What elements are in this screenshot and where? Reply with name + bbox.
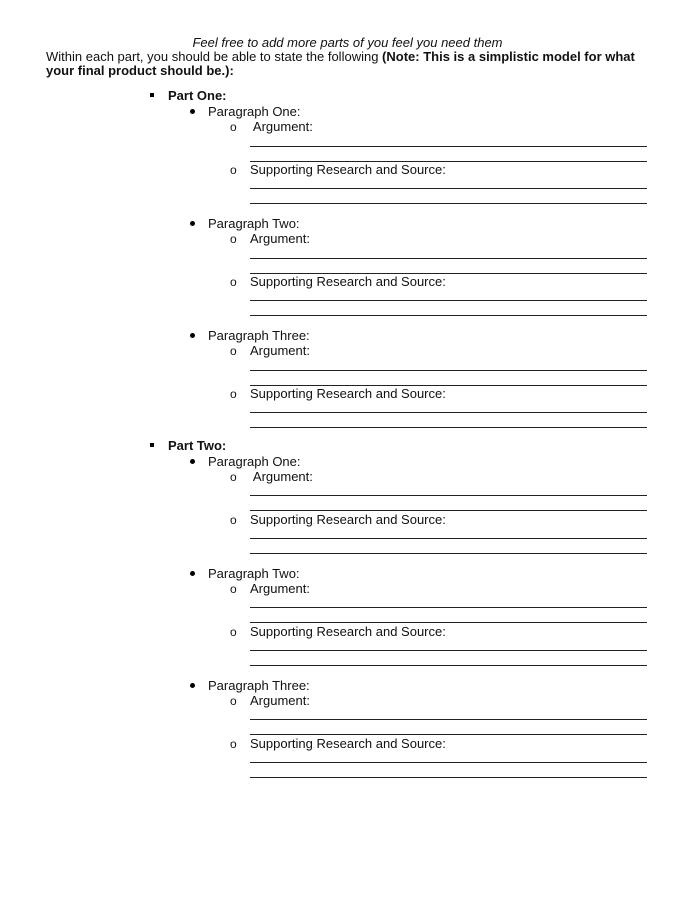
bullet-icon	[190, 333, 195, 338]
bullet-icon	[190, 571, 195, 576]
argument-answer-line[interactable]	[250, 258, 647, 259]
support-answer-line[interactable]	[250, 188, 647, 189]
intro-bold-note: (Note: This is a simplistic model for what your final product should be.):	[46, 49, 635, 78]
paragraph-label: Paragraph Two:	[208, 216, 300, 231]
bullet-icon	[190, 459, 195, 464]
circle-bullet-icon: o	[230, 344, 237, 358]
support-item	[230, 162, 446, 178]
part-title	[150, 88, 227, 104]
argument-label: Argument:	[250, 231, 310, 246]
circle-bullet-icon: o	[230, 513, 237, 527]
paragraph-item	[190, 216, 300, 232]
argument-answer-line[interactable]	[250, 146, 647, 147]
instruction-note: Feel free to add more parts of you feel you need them	[192, 35, 503, 50]
support-label: Supporting Research and Source:	[250, 512, 446, 527]
paragraph-item	[190, 104, 301, 120]
argument-item	[230, 693, 310, 709]
circle-bullet-icon: o	[230, 275, 237, 289]
argument-label: Argument:	[250, 581, 310, 596]
argument-answer-line[interactable]	[250, 495, 647, 496]
intro-paragraph	[46, 50, 656, 78]
support-answer-line[interactable]	[250, 427, 647, 428]
support-answer-line[interactable]	[250, 777, 647, 778]
part-title-text: Part Two:	[168, 438, 227, 453]
support-answer-line[interactable]	[250, 650, 647, 651]
paragraph-label: Paragraph One:	[208, 104, 301, 119]
paragraph-label: Paragraph Three:	[208, 328, 310, 343]
argument-label: Argument:	[250, 693, 310, 708]
circle-bullet-icon: o	[230, 582, 237, 596]
support-item	[230, 274, 446, 290]
argument-item	[230, 581, 310, 597]
square-bullet-icon	[150, 93, 154, 97]
circle-bullet-icon: o	[230, 163, 237, 177]
support-answer-line[interactable]	[250, 203, 647, 204]
argument-answer-line[interactable]	[250, 370, 647, 371]
bullet-icon	[190, 683, 195, 688]
argument-item	[230, 119, 313, 135]
bullet-icon	[190, 221, 195, 226]
circle-bullet-icon: o	[230, 387, 237, 401]
support-item	[230, 736, 446, 752]
paragraph-label: Paragraph One:	[208, 454, 301, 469]
support-item	[230, 624, 446, 640]
argument-answer-line[interactable]	[250, 719, 647, 720]
circle-bullet-icon: o	[230, 232, 237, 246]
argument-label: Argument:	[250, 343, 310, 358]
argument-answer-line[interactable]	[250, 510, 647, 511]
support-label: Supporting Research and Source:	[250, 386, 446, 401]
support-answer-line[interactable]	[250, 553, 647, 554]
support-label: Supporting Research and Source:	[250, 162, 446, 177]
support-label: Supporting Research and Source:	[250, 274, 446, 289]
circle-bullet-icon: o	[230, 737, 237, 751]
argument-label: Argument:	[252, 469, 313, 484]
support-answer-line[interactable]	[250, 412, 647, 413]
argument-answer-line[interactable]	[250, 607, 647, 608]
support-answer-line[interactable]	[250, 538, 647, 539]
argument-answer-line[interactable]	[250, 734, 647, 735]
paragraph-label: Paragraph Two:	[208, 566, 300, 581]
support-answer-line[interactable]	[250, 665, 647, 666]
paragraph-label: Paragraph Three:	[208, 678, 310, 693]
argument-answer-line[interactable]	[250, 622, 647, 623]
square-bullet-icon	[150, 443, 154, 447]
support-answer-line[interactable]	[250, 315, 647, 316]
part-title	[150, 438, 226, 454]
intro-text: Within each part, you should be able to state the following	[46, 49, 383, 64]
support-answer-line[interactable]	[250, 762, 647, 763]
support-label: Supporting Research and Source:	[250, 624, 446, 639]
argument-item	[230, 231, 310, 247]
paragraph-item	[190, 454, 301, 470]
paragraph-item	[190, 678, 310, 694]
argument-item	[230, 469, 313, 485]
support-answer-line[interactable]	[250, 300, 647, 301]
argument-label: Argument:	[252, 119, 313, 134]
support-item	[230, 512, 446, 528]
circle-bullet-icon: o	[230, 625, 237, 639]
support-item	[230, 386, 446, 402]
bullet-icon	[190, 109, 195, 114]
paragraph-item	[190, 566, 300, 582]
argument-item	[230, 343, 310, 359]
support-label: Supporting Research and Source:	[250, 736, 446, 751]
part-title-text: Part One:	[168, 88, 227, 103]
circle-bullet-icon: o	[230, 470, 237, 484]
paragraph-item	[190, 328, 310, 344]
circle-bullet-icon: o	[230, 694, 237, 708]
circle-bullet-icon: o	[230, 120, 237, 134]
